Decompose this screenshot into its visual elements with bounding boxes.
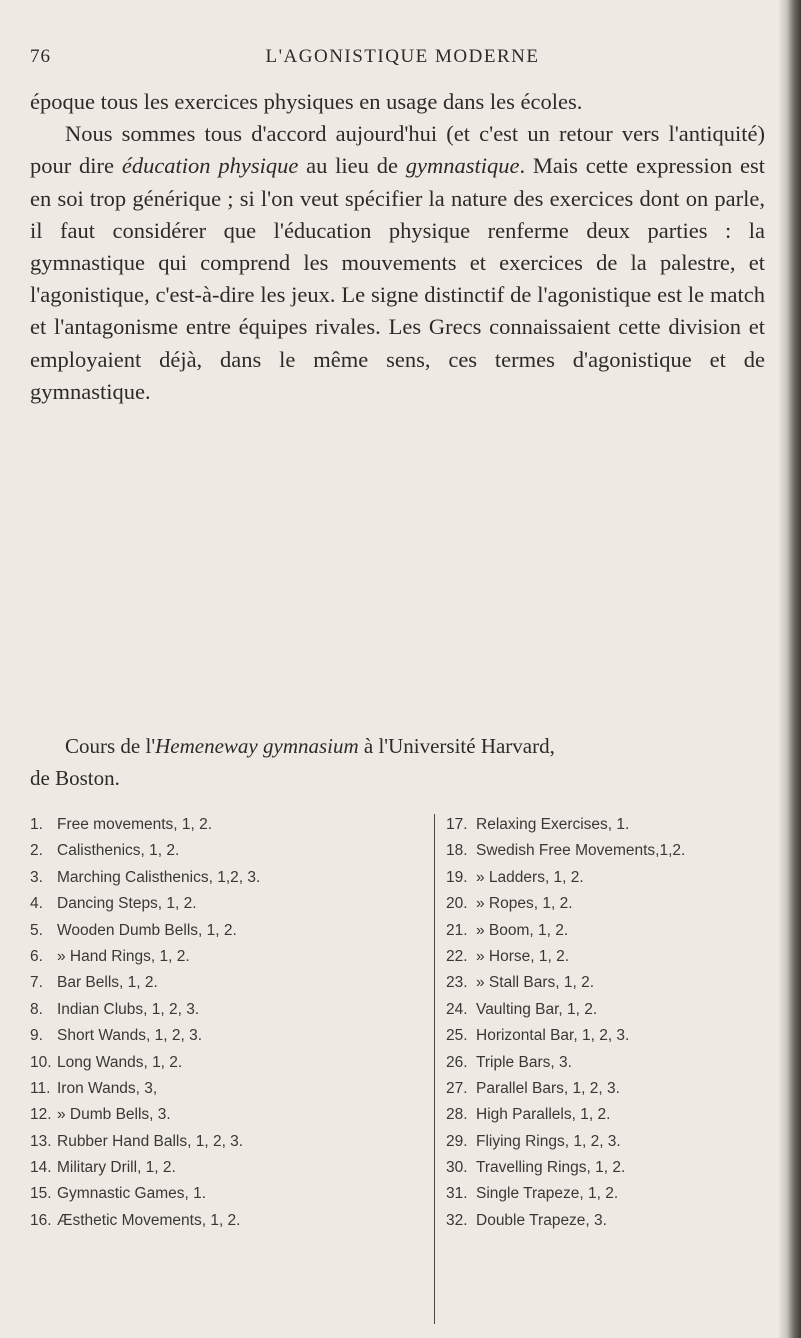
- list-item-text: Æsthetic Movements, 1, 2.: [57, 1211, 241, 1229]
- list-item-number: 24.: [446, 1000, 468, 1018]
- list-item-text: » Ropes, 1, 2.: [476, 895, 573, 913]
- list-item: [30, 970, 425, 996]
- list-item: [30, 865, 425, 891]
- list-item: [446, 997, 776, 1023]
- list-item-text: Long Wands, 1, 2.: [57, 1053, 183, 1071]
- list-item: [30, 838, 425, 864]
- list-item: [446, 970, 776, 996]
- list-item-text: Wooden Dumb Bells, 1, 2.: [57, 921, 237, 939]
- list-item: [30, 1102, 425, 1128]
- page-header: [30, 46, 775, 76]
- list-item-number: 8.: [30, 1000, 43, 1018]
- list-item-number: 12.: [30, 1106, 52, 1124]
- list-item: [446, 1129, 776, 1155]
- italic-term: éducation physique: [121, 153, 299, 179]
- list-item-text: » Dumb Bells, 3.: [57, 1106, 171, 1124]
- list-item-number: 20.: [446, 895, 468, 913]
- list-item: [446, 944, 776, 970]
- caption-line-1: [30, 730, 770, 762]
- column-divider: [434, 814, 435, 1324]
- list-item-text: » Boom, 1, 2.: [476, 921, 569, 939]
- list-item-number: 22.: [446, 947, 468, 965]
- list-item-text: Bar Bells, 1, 2.: [57, 974, 158, 992]
- list-item: [446, 1155, 776, 1181]
- list-item: [30, 1050, 425, 1076]
- caption-text: Cours de l': [65, 734, 156, 758]
- paragraph-text: . Mais cette expression est en soi trop générique ; si l'on veut spécifier la nature des exercices dont on parle, il faut considérer que l'éducation physique renferme deux parties : la gymnastique qui comprend les mouvements et exercices de la palestre, et l'agonistique, c'est-à-dire les jeux. Le signe distinctif de l'agonistique est le match et l'antagonisme entre équipes rivales. Les Grecs connaissaient cette division et employaient déjà, dans le même sens, ces termes d'agonistique et de gymnastique.: [30, 153, 765, 404]
- list-item: [30, 1076, 425, 1102]
- list-item-text: Free movements, 1, 2.: [57, 816, 213, 833]
- course-list: [30, 812, 775, 1332]
- list-item: [446, 865, 776, 891]
- caption-gym-name: Hemeneway gymnasium: [155, 734, 359, 758]
- list-item-number: 2.: [30, 842, 43, 860]
- list-item-number: 29.: [446, 1132, 468, 1150]
- body-text: [30, 86, 765, 408]
- body-paragraph: [30, 118, 765, 408]
- list-item-number: 1.: [30, 816, 43, 833]
- list-item-text: High Parallels, 1, 2.: [476, 1106, 611, 1124]
- paragraph-text: Nous sommes tous d'accord aujourd'hui (et c'est un retour vers l'antiquité) pour dire: [30, 121, 765, 179]
- list-item: [30, 1023, 425, 1049]
- list-item-text: Parallel Bars, 1, 2, 3.: [476, 1079, 620, 1097]
- caption-text: à l'Université Harvard,: [358, 734, 555, 758]
- list-item-text: » Ladders, 1, 2.: [476, 868, 584, 886]
- list-item-text: Fliying Rings, 1, 2, 3.: [476, 1132, 621, 1150]
- list-item: [30, 812, 425, 838]
- list-item-number: 9.: [30, 1027, 43, 1045]
- list-item: [446, 838, 776, 864]
- list-item-number: 10.: [30, 1053, 52, 1071]
- running-title: L'AGONISTIQUE MODERNE: [265, 46, 540, 67]
- list-item-number: 23.: [446, 974, 468, 992]
- list-item: [446, 1208, 776, 1234]
- list-item-text: Swedish Free Movements,1,2.: [476, 842, 686, 860]
- list-item: [30, 944, 425, 970]
- list-item: [446, 918, 776, 944]
- list-item-number: 3.: [30, 868, 43, 886]
- page-edge-shadow: [779, 0, 801, 1338]
- list-item-text: Calisthenics, 1, 2.: [57, 842, 180, 860]
- list-item-text: Marching Calisthenics, 1,2, 3.: [57, 868, 261, 886]
- list-item: [446, 812, 776, 838]
- list-item-text: Indian Clubs, 1, 2, 3.: [57, 1000, 200, 1018]
- list-item: [30, 1208, 425, 1234]
- list-item-text: » Stall Bars, 1, 2.: [476, 974, 595, 992]
- list-item-number: 31.: [446, 1185, 468, 1203]
- list-item-number: 7.: [30, 974, 43, 992]
- list-item-number: 4.: [30, 895, 43, 913]
- body-paragraph: [30, 86, 765, 118]
- list-item-number: 6.: [30, 947, 43, 965]
- list-item: [30, 1129, 425, 1155]
- list-item-text: Triple Bars, 3.: [476, 1053, 572, 1071]
- list-item-number: 14.: [30, 1159, 52, 1177]
- list-item-number: 21.: [446, 921, 468, 939]
- page-number: 76: [30, 46, 51, 67]
- paragraph-text: époque tous les exercices physiques en usage dans les écoles.: [30, 89, 583, 114]
- list-item-number: 11.: [30, 1079, 51, 1097]
- list-item-text: » Horse, 1, 2.: [476, 947, 570, 965]
- list-item-text: Rubber Hand Balls, 1, 2, 3.: [57, 1132, 244, 1150]
- caption-line-2: de Boston.: [30, 766, 120, 790]
- list-item-number: 5.: [30, 921, 43, 939]
- course-list-right-column: [446, 812, 776, 1234]
- list-item-text: Vaulting Bar, 1, 2.: [476, 1000, 598, 1018]
- list-item-text: Dancing Steps, 1, 2.: [57, 895, 197, 913]
- list-item: [446, 1102, 776, 1128]
- list-item-text: Horizontal Bar, 1, 2, 3.: [476, 1027, 630, 1045]
- list-item: [30, 997, 425, 1023]
- list-item-text: Double Trapeze, 3.: [476, 1211, 607, 1229]
- list-item: [30, 1181, 425, 1207]
- list-item-text: Relaxing Exercises, 1.: [476, 816, 630, 833]
- list-item-text: Gymnastic Games, 1.: [57, 1185, 207, 1203]
- list-item-number: 26.: [446, 1053, 468, 1071]
- list-item: [446, 1023, 776, 1049]
- list-item-text: Single Trapeze, 1, 2.: [476, 1185, 619, 1203]
- list-item-number: 19.: [446, 868, 468, 886]
- list-item: [30, 918, 425, 944]
- list-item-number: 28.: [446, 1106, 468, 1124]
- list-item-number: 13.: [30, 1132, 52, 1150]
- list-item: [446, 1076, 776, 1102]
- list-item-text: Military Drill, 1, 2.: [57, 1159, 176, 1177]
- list-item-text: Short Wands, 1, 2, 3.: [57, 1027, 203, 1045]
- list-item-number: 17.: [446, 816, 468, 833]
- italic-term: gymnastique: [405, 153, 520, 179]
- list-item: [446, 1050, 776, 1076]
- list-item: [30, 891, 425, 917]
- list-item-text: » Hand Rings, 1, 2.: [57, 947, 190, 965]
- list-item: [446, 891, 776, 917]
- list-item-text: Iron Wands, 3,: [57, 1079, 158, 1097]
- list-item: [446, 1181, 776, 1207]
- list-item-number: 18.: [446, 842, 468, 860]
- list-item-number: 25.: [446, 1027, 468, 1045]
- list-item-number: 27.: [446, 1079, 468, 1097]
- list-item-text: Travelling Rings, 1, 2.: [476, 1159, 626, 1177]
- list-caption: [30, 730, 770, 794]
- course-list-left-column: [30, 812, 425, 1234]
- list-item: [30, 1155, 425, 1181]
- list-item-number: 15.: [30, 1185, 52, 1203]
- list-item-number: 32.: [446, 1211, 468, 1229]
- paragraph-text: au lieu de: [298, 153, 406, 179]
- list-item-number: 30.: [446, 1159, 468, 1177]
- list-item-number: 16.: [30, 1211, 52, 1229]
